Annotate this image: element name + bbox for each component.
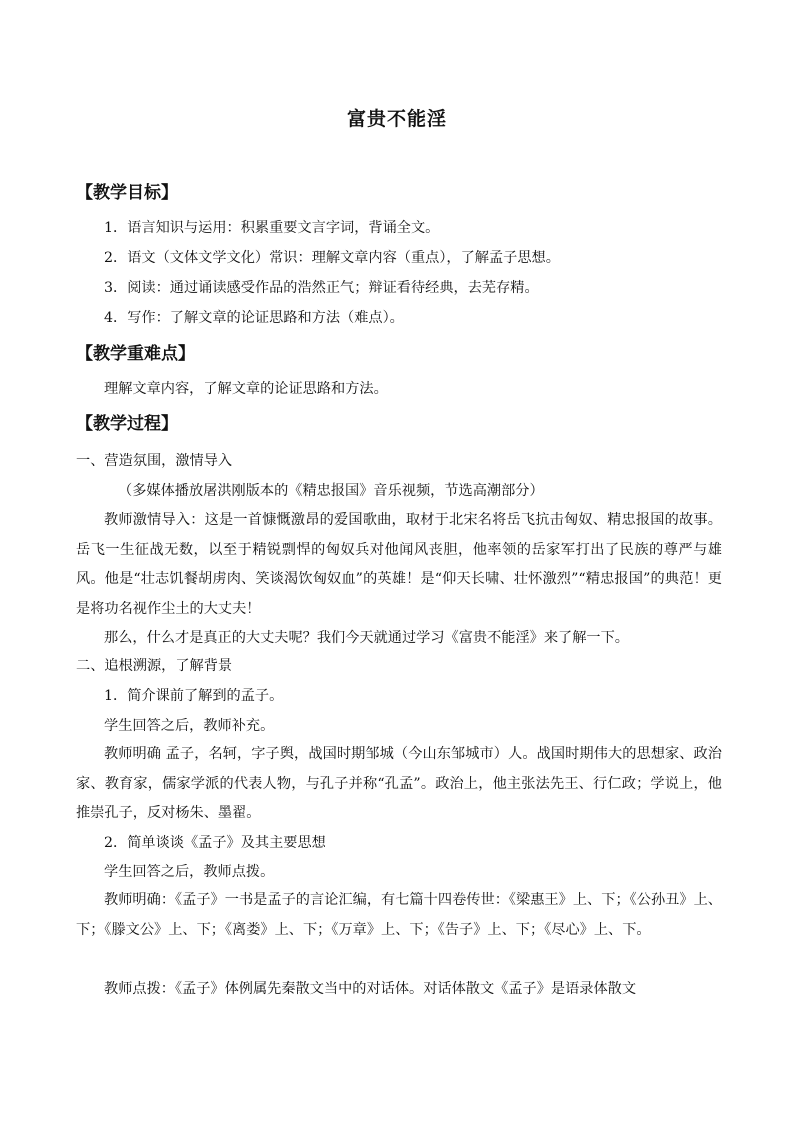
step2-paragraph-form: 教师点拨：《孟子》体例属先秦散文当中的对话体。对话体散文《孟子》是语录体散文 [104,981,637,997]
key-points-text: 理解文章内容，了解文章的论证思路和方法。 [104,381,388,397]
goal-item-4: 4．写作：了解文章的论证思路和方法（难点）。 [104,310,404,326]
step1-note: （多媒体播放屠洪刚版本的《精忠报国》音乐视频，节选高潮部分） [118,483,544,499]
step2-item-1: 1．简介课前了解到的孟子。 [104,688,284,704]
key-points-heading: 【教学重难点】 [76,344,195,364]
document-title: 富贵不能淫 [346,108,447,130]
step2-paragraph-mencius: 教师明确 孟子，名轲，字子舆，战国时期邹城（今山东邹城市）人。战国时期伟大的思想家、政治家、教育家，儒家学派的代表人物，与孔子并称“孔孟”。政治上，他主张法先王、行仁政；学说上，他推崇孔子，反对杨朱、墨翟。 [76,746,722,821]
step2-reply-2: 学生回答之后，教师点拨。 [104,864,275,880]
step2-reply-1: 学生回答之后，教师补充。 [104,718,275,734]
goal-item-3: 3．阅读：通过诵读感受作品的浩然正气；辩证看待经典，去芜存精。 [104,280,539,296]
goal-item-1: 1．语言知识与运用：积累重要文言字词，背诵全文。 [104,220,440,236]
step2-title: 二、追根溯源，了解背景 [76,658,233,674]
step2-item-2: 2．简单谈谈《孟子》及其主要思想 [104,835,326,851]
step2-paragraph-book: 教师明确：《孟子》一书是孟子的言论汇编，有七篇十四卷传世：《梁惠王》上、下；《公孙丑》上、下；《滕文公》上、下；《离娄》上、下；《万章》上、下；《告子》上、下；《尽心》上、下。 [76,892,722,938]
step1-paragraph-question: 那么，什么才是真正的大丈夫呢？我们今天就通过学习《富贵不能淫》来了解一下。 [104,630,629,646]
step1-paragraph-intro: 教师激情导入：这是一首慷慨激昂的爱国歌曲，取材于北宋名将岳飞抗击匈奴、精忠报国的故事。岳飞一生征战无数，以至于精锐剽悍的匈奴兵对他闻风丧胆，他率领的岳家军打出了民族的尊严与雄风。他是“壮志饥餐胡虏肉、笑谈渴饮匈奴血”的英雄！是“仰天长啸、壮怀激烈”“精忠报国”的典范！更是将功名视作尘土的大丈夫！ [76,512,722,617]
goals-heading: 【教学目标】 [76,183,178,203]
process-heading: 【教学过程】 [76,414,178,434]
goal-item-2: 2．语文（文体文学文化）常识：理解文章内容（重点），了解孟子思想。 [104,250,560,266]
step1-title: 一、营造氛围，激情导入 [76,453,233,469]
